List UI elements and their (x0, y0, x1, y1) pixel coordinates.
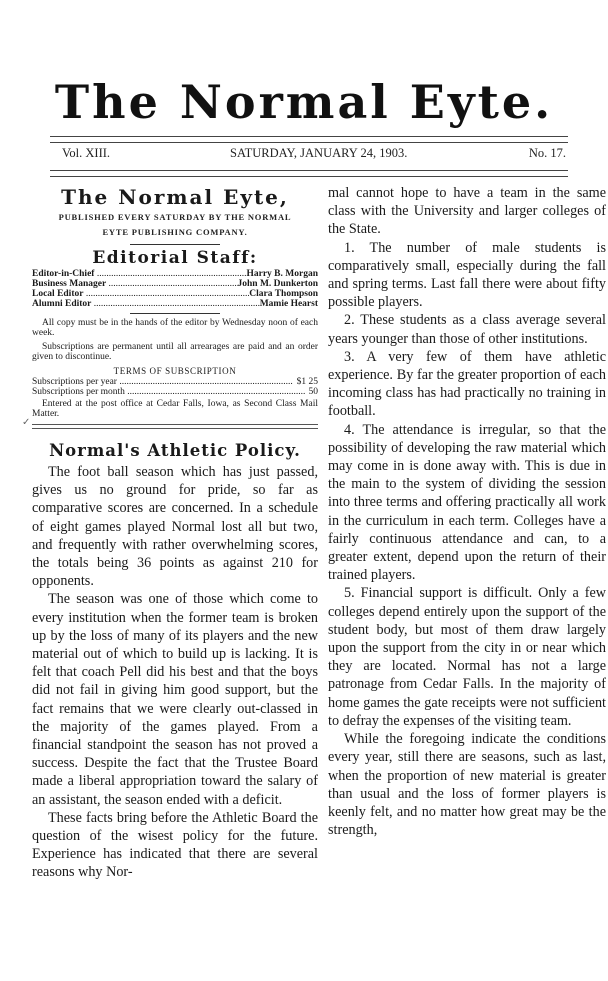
staff-name: Mamie Hearst (259, 299, 318, 309)
editorial-box-rule (32, 424, 318, 429)
article-paragraph: While the foregoing indicate the conditions every year, still there are seasons, such as last, when the proportion of new material is greater than usual and the loss of former players is keenly felt, and no matter how great may be the strength, (328, 731, 606, 839)
staff-row (32, 289, 318, 299)
article-title: Normal's Athletic Policy. (49, 441, 301, 460)
staff-name: Harry B. Morgan (246, 269, 318, 279)
article-paragraph: The foot ball season which has just passed, gives us no ground for pride, so far as comparative scores are concerned. In a schedule of eight games played Normal lost all but two, and frequently with rather overwhelming scores, the totals being 36 points as against 210 for opponents. (32, 464, 318, 590)
terms-label: Subscriptions per year ..... (32, 377, 293, 387)
article-paragraph: 1. The number of male students is comparatively small, especially during the fall and spring terms. Last fall there were about fifty possible players. (328, 239, 606, 311)
staff-role: Business Manager ..... (32, 279, 238, 289)
dateline-rule (50, 170, 568, 177)
issue-date: SATURDAY, JANUARY 24, 1903. (230, 146, 408, 160)
staff-row (32, 299, 318, 309)
terms-price: $1 25 (296, 377, 318, 387)
article-body-left (32, 463, 318, 882)
volume-number: Vol. XIII. (62, 146, 111, 160)
publisher-line: EYTE PUBLISHING COMPANY. (102, 227, 248, 237)
article-paragraph: 4. The attendance is irregular, so that the possibility of developing the raw material which may come in is done away with. This is due in the main to the system of dividing the session into three terms and offering practically all work in the curriculum in each term. Colleges have a fairly continuous attendance and can, to a greater extent, depend upon the return of their trained players. (328, 421, 606, 584)
article-paragraph: 3. A very few of them have athletic experience. By far the greater proportion of each incoming class has had practically no training in football. (328, 348, 606, 420)
post-office-note: Entered at the post office at Cedar Falls, Iowa, as Second Class Mail Matter. (32, 399, 318, 419)
terms-price: 50 (308, 387, 318, 397)
staff-row (32, 279, 318, 289)
article-body-right (328, 184, 606, 839)
subscription-note: Subscriptions are permanent until all arrearages are paid and an order given to discontinue. (32, 342, 318, 362)
divider (130, 313, 220, 314)
staff-role: Editor-in-Chief ..... (32, 269, 246, 279)
terms-row (32, 377, 318, 387)
divider (130, 244, 220, 245)
staff-role: Alumni Editor ..... (32, 299, 260, 309)
publisher-line: PUBLISHED EVERY SATURDAY BY THE NORMAL (58, 212, 292, 222)
article-paragraph: 5. Financial support is difficult. Only a few colleges depend entirely upon the support of the student body, but most of them draw largely upon the support from the city in or near which they are located. Normal has not a large patronage from Cedar Falls. In the majority of home games the gate receipts were not sufficient to defray the expenses of the visiting team. (328, 585, 606, 729)
terms-heading: TERMS OF SUBSCRIPTION (113, 366, 237, 376)
article-paragraph-continued: mal cannot hope to have a team in the same class with the University and larger colleges of the State. (328, 185, 606, 238)
terms-label: Subscriptions per month ..... (32, 387, 305, 397)
masthead-rule (50, 136, 568, 143)
article-paragraph: 2. These students as a class average several years younger than those of other institutions. (328, 312, 606, 347)
staff-role: Local Editor ..... (32, 289, 249, 299)
margin-check-mark: ✓ (22, 417, 31, 428)
staff-name: Clara Thompson (249, 289, 318, 299)
right-column (328, 184, 606, 839)
terms-row (32, 387, 318, 397)
staff-heading: Editorial Staff: (92, 248, 258, 268)
masthead-title: The Normal Eyte. (54, 75, 554, 129)
editorial-box-title: The Normal Eyte, (61, 185, 289, 209)
article-paragraph: The season was one of those which come to every institution when the former team is broken up by the loss of many of its players and the new material out of which to build up is lacking. It is felt that coach Pell did his best and that the boys did not fail in giving him good support, but the fact remains that we were clearly out-classed in the majority of the games played. From a financial standpoint the season has not proved a success. Despite the fact that the Trustee Board made a liberal appropriation toward the salary of an assistant, the season ended with a deficit. (32, 591, 318, 808)
staff-name: John M. Dunkerton (237, 279, 318, 289)
editorial-box (32, 184, 318, 429)
staff-row (32, 269, 318, 279)
left-column (32, 184, 318, 882)
issue-number: No. 17. (528, 146, 566, 160)
copy-deadline-note: All copy must be in the hands of the editor by Wednesday noon of each week. (32, 318, 318, 338)
article-paragraph: These facts bring before the Athletic Board the question of the wisest policy for the future. Experience has indicated that there are several reasons why Nor- (32, 809, 318, 881)
